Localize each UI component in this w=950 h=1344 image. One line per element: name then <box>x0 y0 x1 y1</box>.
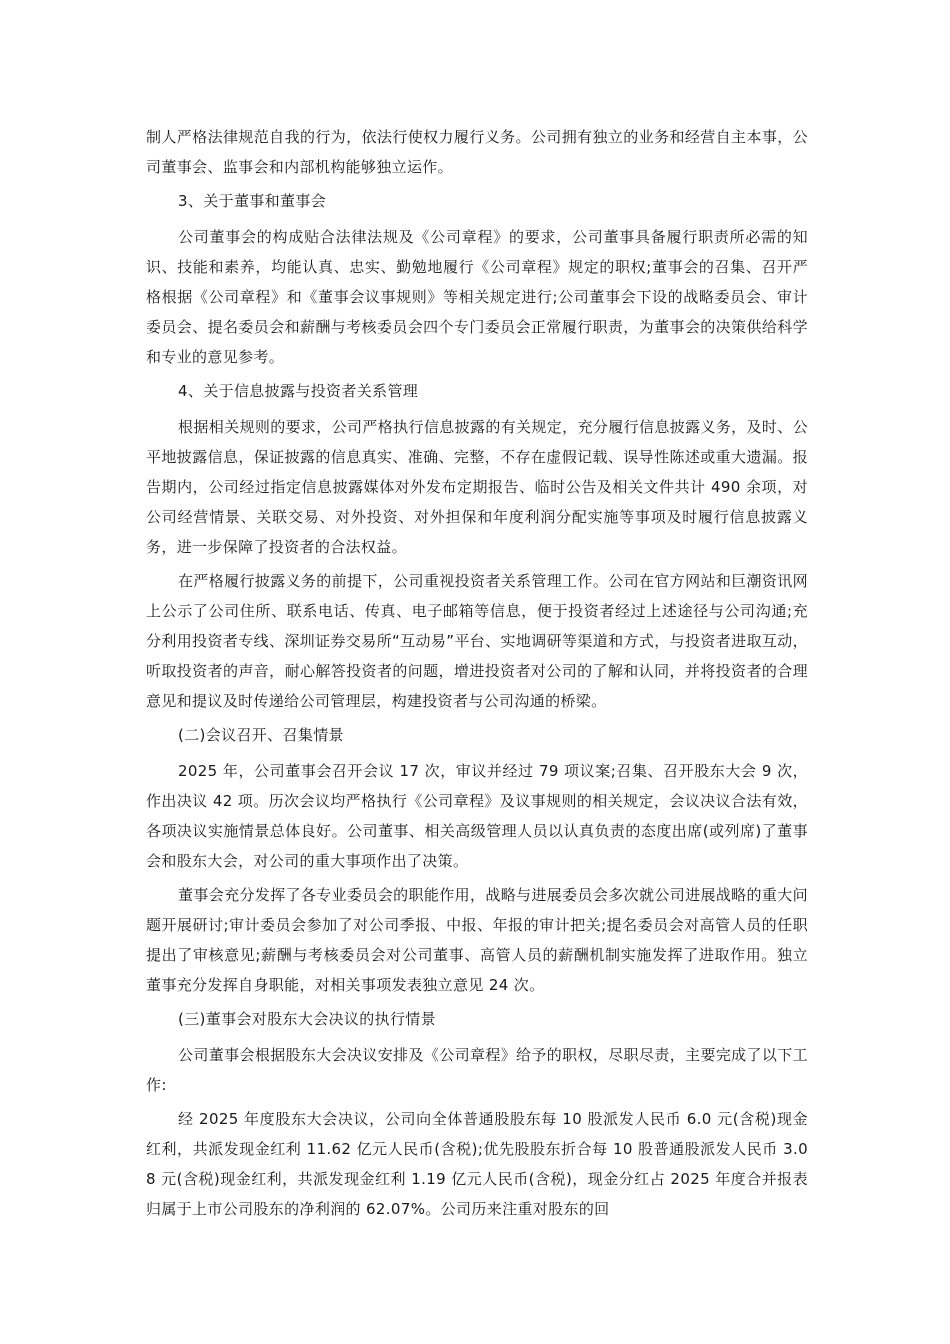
paragraph-investor-relations: 在严格履行披露义务的前提下，公司重视投资者关系管理工作。公司在官方网站和巨潮资讯网上公示了公司住所、联系电话、传真、电子邮箱等信息，便于投资者经过上述途径与公司沟通;充分利用投资者专线、深圳证券交易所“互动易”平台、实地调研等渠道和方式，与投资者进取互动，听取投资者的声音，耐心解答投资者的问题，增进投资者对公司的了解和认同，并将投资者的合理意见和提议及时传递给公司管理层，构建投资者与公司沟通的桥梁。 <box>146 572 808 710</box>
section-heading-meetings: (二)会议召开、召集情景 <box>178 726 344 744</box>
paragraph-work-completed: 公司董事会根据股东大会决议安排及《公司章程》给予的职权，尽职尽责，主要完成了以下工作: <box>146 1046 808 1094</box>
paragraph-disclosure-rules: 根据相关规则的要求，公司严格执行信息披露的有关规定，充分履行信息披露义务，及时、公平地披露信息，保证披露的信息真实、准确、完整，不存在虚假记载、误导性陈述或重大遗漏。报告期内，公司经过指定信息披露媒体对外发布定期报告、临时公告及相关文件共计 490 余项，对公司经营情景、关联交易、对外投资、对外担保和年度利润分配实施等事项及时履行信息披露义务，进一步保障了投资者的合法权益。 <box>146 418 808 556</box>
section-heading-board-of-directors: 3、关于董事和董事会 <box>178 192 327 210</box>
paragraph-dividends: 经 2025 年度股东大会决议，公司向全体普通股股东每 10 股派发人民币 6.0 元(含税)现金红利，共派发现金红利 11.62 亿元人民币(含税);优先股股东折合每 10 股普通股派发人民币 3.08 元(含税)现金红利，共派发现金红利 1.19 亿元人民币(含税)，现金分红占 2025 年度合并报表归属于上市公司股东的净利润的 62.07%。公司历来注重对股东的回 <box>146 1110 808 1218</box>
section-heading-information-disclosure: 4、关于信息披露与投资者关系管理 <box>178 382 419 400</box>
paragraph-committees: 董事会充分发挥了各专业委员会的职能作用，战略与进展委员会多次就公司进展战略的重大问题开展研讨;审计委员会参加了对公司季报、中报、年报的审计把关;提名委员会对高管人员的任职提出了审核意见;薪酬与考核委员会对公司董事、高管人员的薪酬机制实施发挥了进取作用。独立董事充分发挥自身职能，对相关事项发表独立意见 24 次。 <box>146 886 808 994</box>
paragraph-intro-continued: 制人严格法律规范自我的行为，依法行使权力履行义务。公司拥有独立的业务和经营自主本事，公司董事会、监事会和内部机构能够独立运作。 <box>146 128 808 176</box>
section-heading-resolution-execution: (三)董事会对股东大会决议的执行情景 <box>178 1010 437 1028</box>
document-page <box>146 122 808 1228</box>
paragraph-meetings-held: 2025 年，公司董事会召开会议 17 次，审议并经过 79 项议案;召集、召开股东大会 9 次，作出决议 42 项。历次会议均严格执行《公司章程》及议事规则的相关规定，会议决议合法有效，各项决议实施情景总体良好。公司董事、相关高级管理人员以认真负责的态度出席(或列席)了董事会和股东大会，对公司的重大事项作出了决策。 <box>146 762 808 870</box>
paragraph-board-composition: 公司董事会的构成贴合法律法规及《公司章程》的要求，公司董事具备履行职责所必需的知识、技能和素养，均能认真、忠实、勤勉地履行《公司章程》规定的职权;董事会的召集、召开严格根据《公司章程》和《董事会议事规则》等相关规定进行;公司董事会下设的战略委员会、审计委员会、提名委员会和薪酬与考核委员会四个专门委员会正常履行职责，为董事会的决策供给科学和专业的意见参考。 <box>146 228 808 366</box>
